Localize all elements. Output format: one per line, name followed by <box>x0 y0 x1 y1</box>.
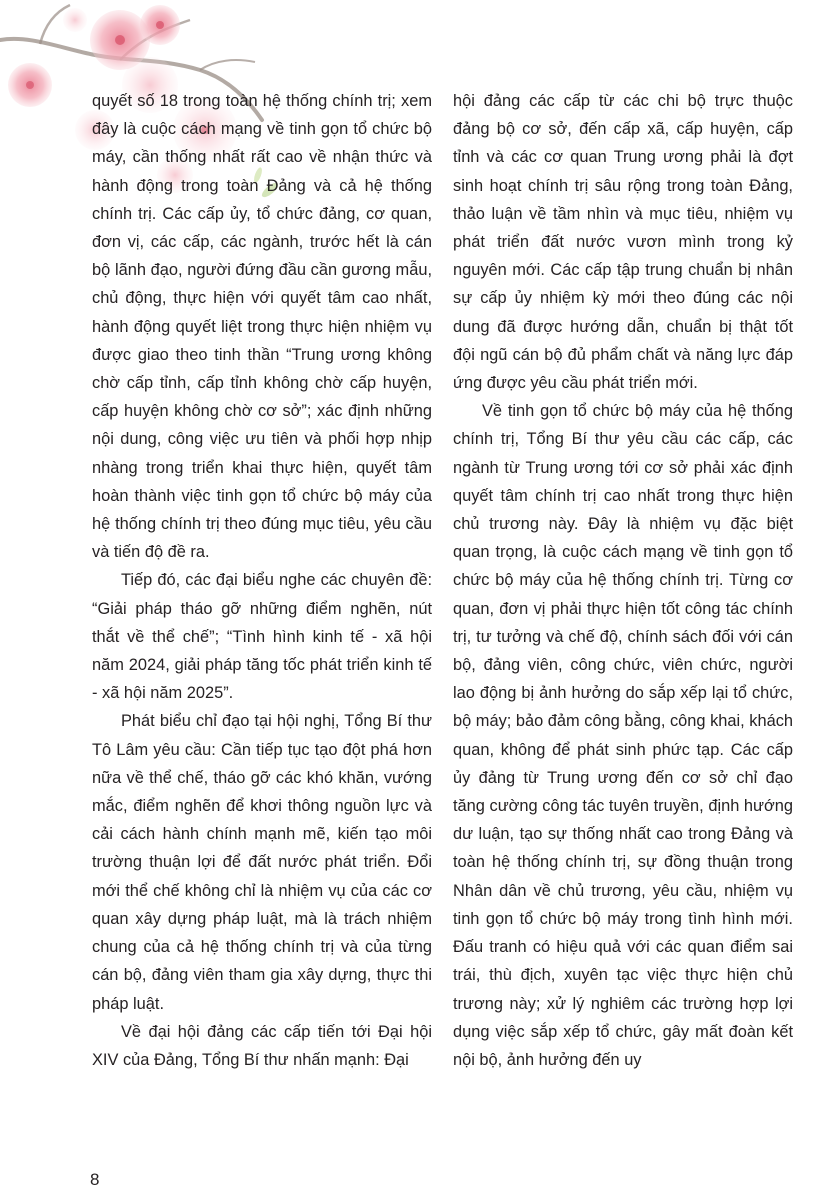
paragraph: Tiếp đó, các đại biểu nghe các chuyên đề: “Giải pháp tháo gỡ những điểm nghẽn, nút thắt về thể chế”; “Tình hình kinh tế - xã hội năm 2024, giải pháp tăng tốc phát triển kinh tế - xã hội năm 2025”. <box>92 571 432 703</box>
right-column <box>453 87 793 1074</box>
blossom <box>140 5 180 45</box>
page-number: 8 <box>90 1170 100 1189</box>
paragraph: hội đảng các cấp từ các chi bộ trực thuộc đảng bộ cơ sở, đến cấp xã, cấp huyện, cấp tỉnh và các cơ quan Trung ương phải là đợt sinh hoạt chính trị sâu rộng trong toàn Đảng, thảo luận về tầm nhìn và mục tiêu, nhiệm vụ phát triển đất nước vươn mình trong kỷ nguyên mới. Các cấp tập trung chuẩn bị nhân sự cấp ủy nhiệm kỳ mới theo đúng các nội dung đã được hướng dẫn, chuẩn bị thật tốt đội ngũ cán bộ đủ phẩm chất và năng lực đáp ứng được yêu cầu phát triển mới. <box>453 92 793 393</box>
paragraph: Phát biểu chỉ đạo tại hội nghị, Tổng Bí thư Tô Lâm yêu cầu: Cần tiếp tục tạo đột phá hơn nữa về thể chế, tháo gỡ các khó khăn, vướng mắc, điểm nghẽn để khơi thông nguồn lực và cải cách hành chính mạnh mẽ, kiến tạo môi trường thuận lợi để đất nước phát triển. Đổi mới thể chế không chỉ là nhiệm vụ của các cơ quan xây dựng pháp luật, mà là trách nhiệm chung của cả hệ thống chính trị và của từng cán bộ, đảng viên tham gia xây dựng, thực thi pháp luật. <box>92 712 432 1013</box>
blossom <box>8 63 52 107</box>
paragraph: Về đại hội đảng các cấp tiến tới Đại hội XIV của Đảng, Tổng Bí thư nhấn mạnh: Đại <box>92 1022 432 1069</box>
paragraph: Về tinh gọn tổ chức bộ máy của hệ thống chính trị, Tổng Bí thư yêu cầu các cấp, các ngành từ Trung ương tới cơ sở phải xác định quyết tâm chính trị cao nhất trong thực hiện chủ trương này. Đây là nhiệm vụ đặc biệt quan trọng, là cuộc cách mạng về tinh gọn tổ chức bộ máy của hệ thống chính trị. Từng cơ quan, đơn vị phải thực hiện tốt công tác chính trị, tư tưởng và chế độ, chính sách đối với cán bộ, đảng viên, công chức, viên chức, người lao động bị ảnh hưởng do sắp xếp lại tổ chức, bộ máy; bảo đảm công bằng, công khai, khách quan, không để phát sinh phức tạp. Các cấp ủy đảng từ Trung ương đến cơ sở chỉ đạo tăng cường công tác tuyên truyền, định hướng dư luận, tạo sự thống nhất cao trong Đảng và toàn hệ thống chính trị, sự đồng thuận trong Nhân dân về chủ trương, yêu cầu, nhiệm vụ tinh gọn tổ chức bộ máy trong tình hình mới. Đấu tranh có hiệu quả với các quan điểm sai trái, thù địch, xuyên tạc việc thực hiện chủ trương này; xử lý nghiêm các trường hợp lợi dụng việc sắp xếp tổ chức, gây mất đoàn kết nội bộ, ảnh hưởng đến uy <box>453 402 793 1069</box>
left-column <box>92 87 432 1074</box>
blossom <box>63 8 87 32</box>
paragraph: quyết số 18 trong toàn hệ thống chính trị; xem đây là cuộc cách mạng về tinh gọn tổ chức bộ máy, cần thống nhất rất cao về nhận thức và hành động trong toàn Đảng và cả hệ thống chính trị. Các cấp ủy, tổ chức đảng, cơ quan, đơn vị, các cấp, các ngành, trước hết là cán bộ lãnh đạo, người đứng đầu cần gương mẫu, chủ động, thực hiện với quyết tâm cao nhất, hành động quyết liệt trong thực hiện nhiệm vụ được giao theo tinh thần “Trung ương không chờ cấp tỉnh, cấp tỉnh không chờ cấp huyện, cấp huyện không chờ cơ sở”; xác định những nội dung, công việc ưu tiên và phối hợp nhịp nhàng trong triển khai thực hiện, quyết tâm hoàn thành việc tinh gọn tổ chức bộ máy của hệ thống chính trị theo đúng mục tiêu, yêu cầu và tiến độ đề ra. <box>92 92 432 562</box>
branch <box>200 60 255 70</box>
